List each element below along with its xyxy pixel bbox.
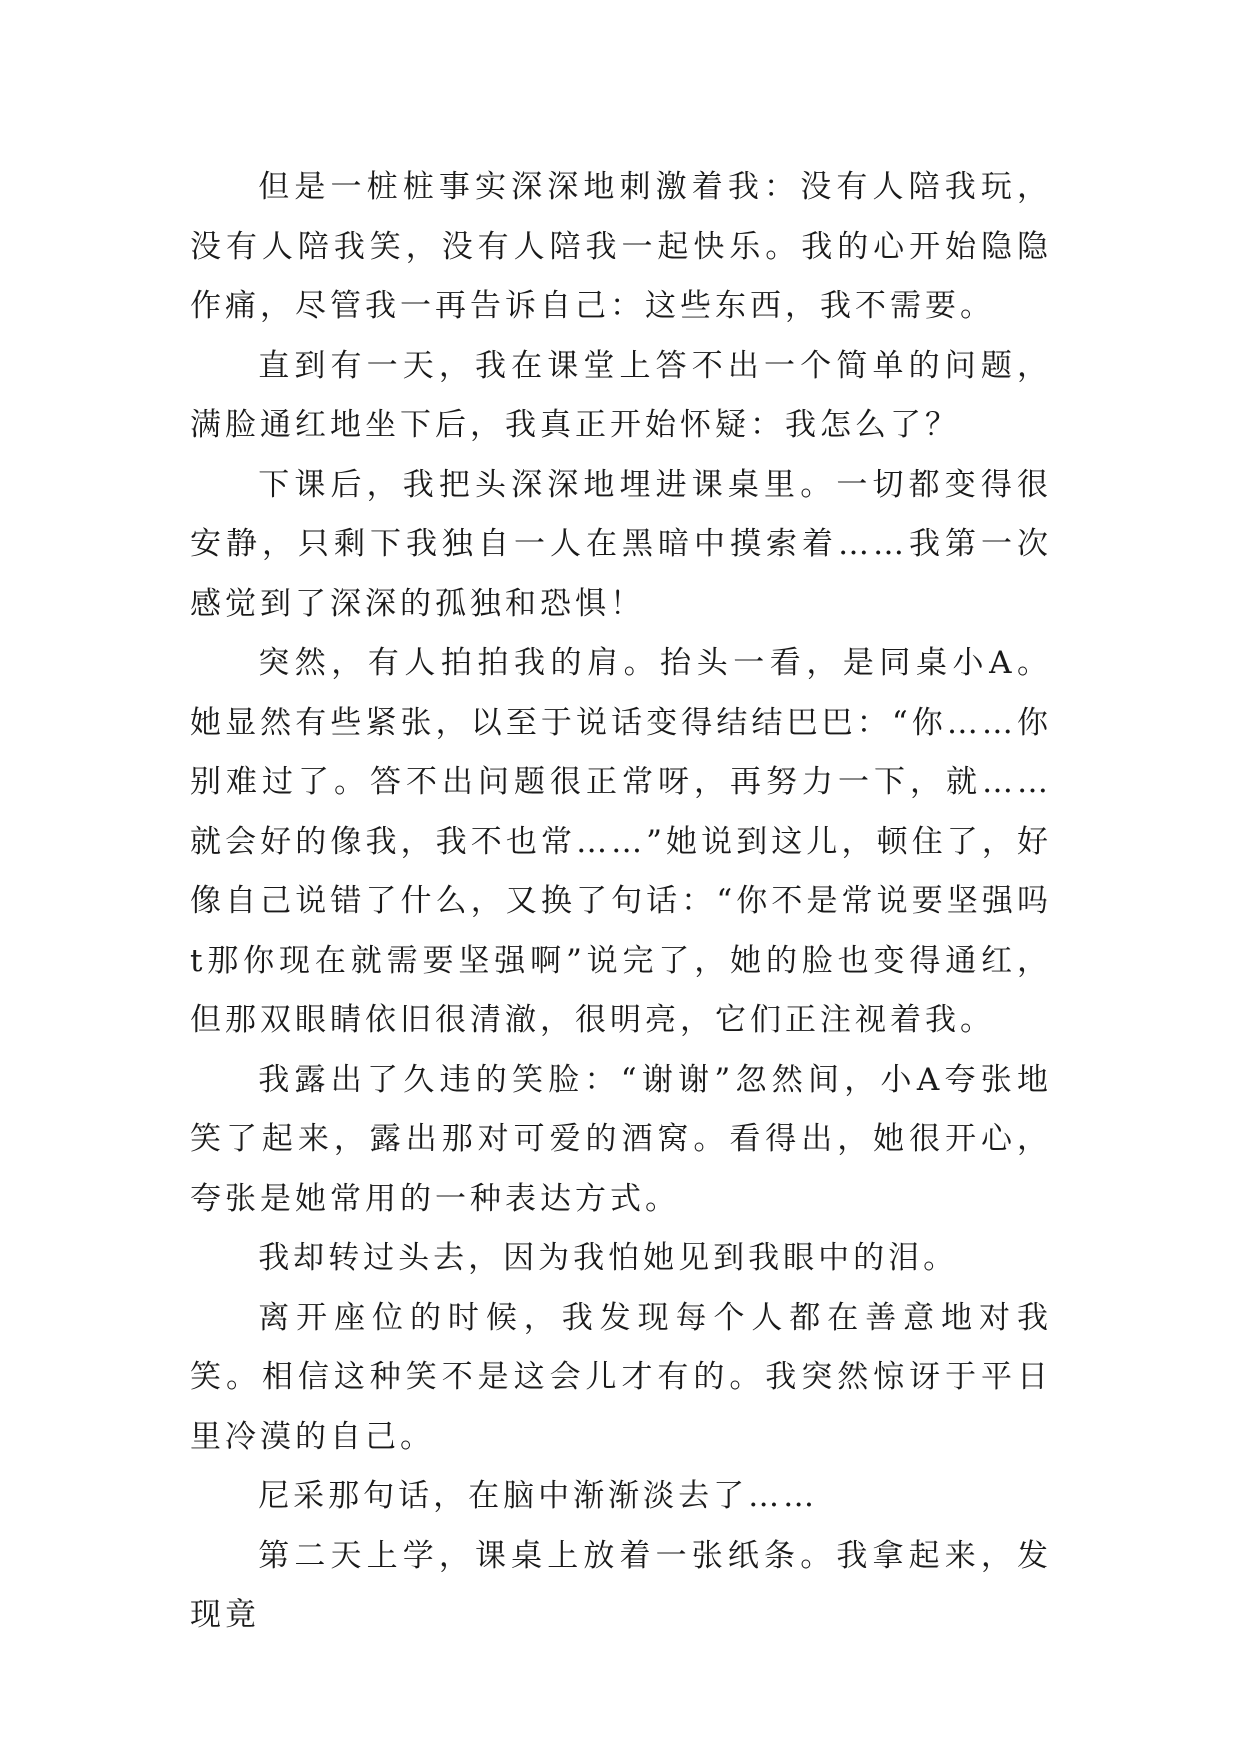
paragraph: 我却转过头去，因为我怕她见到我眼中的泪。 [258, 1240, 959, 1276]
document-body [190, 158, 1052, 1646]
paragraph: 尼采那句话，在脑中渐渐淡去了…… [258, 1478, 819, 1514]
paragraph: 我露出了久违的笑脸：“谢谢”忽然间，小A夸张地笑了起来，露出那对可爱的酒窝。看得出，她很开心，夸张是她常用的一种表达方式。 [190, 1061, 1052, 1217]
paragraph: 下课后，我把头深深地埋进课桌里。一切都变得很安静，只剩下我独自一人在黑暗中摸索着……我第一次感觉到了深深的孤独和恐惧！ [190, 466, 1052, 622]
paragraph: 突然，有人拍拍我的肩。抬头一看，是同桌小A。她显然有些紧张，以至于说话变得结结巴巴：“你……你别难过了。答不出问题很正常呀，再努力一下，就……就会好的像我，我不也常……”她说到这儿，顿住了，好像自己说错了什么，又换了句话：“你不是常说要坚强吗t那你现在就需要坚强啊”说完了，她的脸也变得通红，但那双眼睛依旧很清澈，很明亮，它们正注视着我。 [190, 645, 1052, 1038]
paragraph: 直到有一天，我在课堂上答不出一个简单的问题，满脸通红地坐下后，我真正开始怀疑：我怎么了？ [190, 347, 1052, 443]
paragraph: 但是一桩桩事实深深地刺激着我：没有人陪我玩，没有人陪我笑，没有人陪我一起快乐。我的心开始隐隐作痛，尽管我一再告诉自己：这些东西，我不需要。 [190, 169, 1052, 324]
paragraph: 离开座位的时候，我发现每个人都在善意地对我笑。相信这种笑不是这会儿才有的。我突然惊讶于平日里冷漠的自己。 [190, 1299, 1052, 1455]
paragraph: 第二天上学，课桌上放着一张纸条。我拿起来，发现竟 [190, 1537, 1052, 1633]
